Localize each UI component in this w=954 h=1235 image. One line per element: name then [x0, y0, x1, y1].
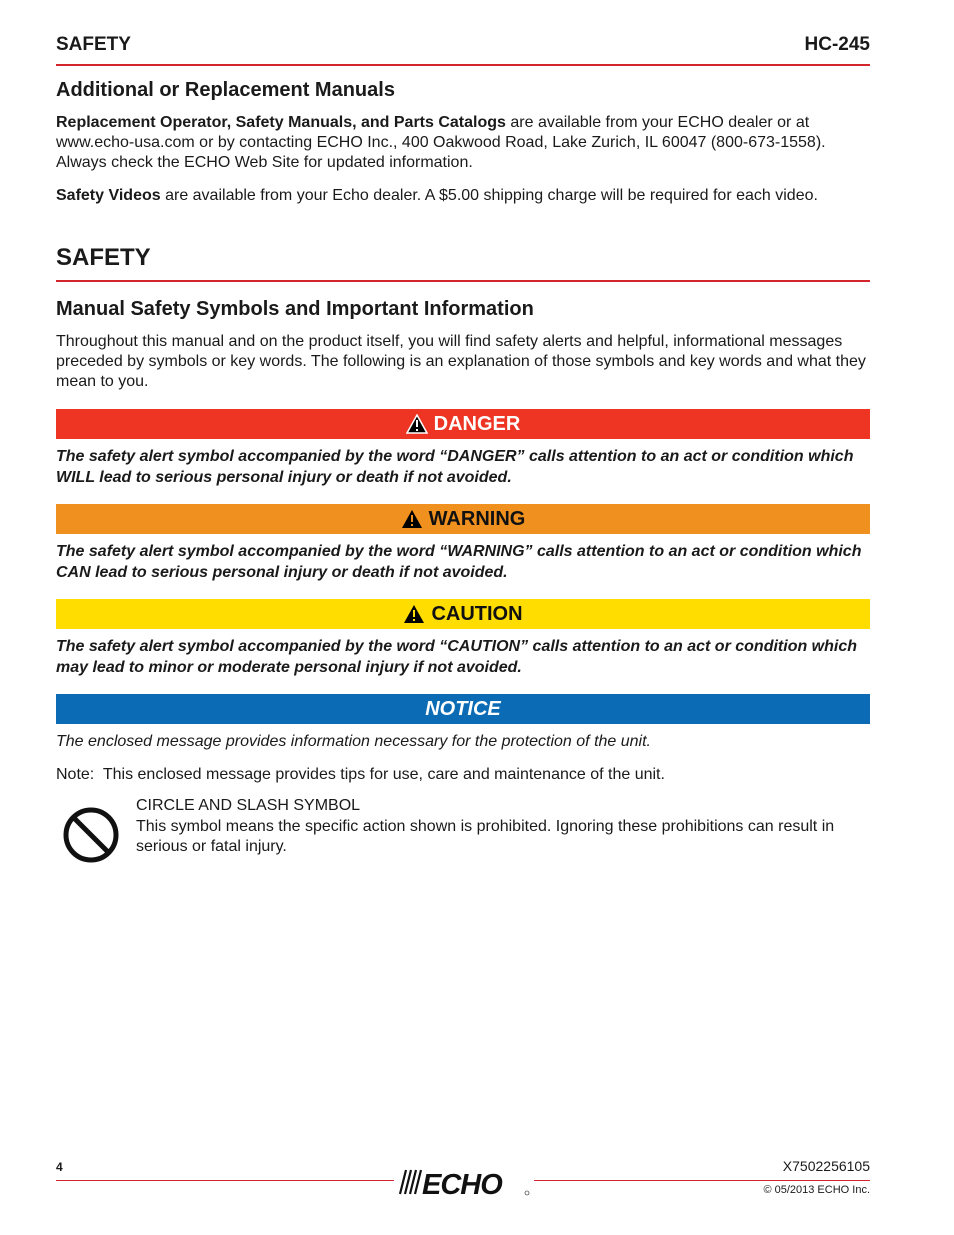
warning-bar: [56, 504, 870, 534]
document-code: X7502256105: [782, 1158, 870, 1174]
alert-triangle-icon: [406, 414, 428, 434]
videos-paragraph-bold: Safety Videos: [56, 187, 161, 204]
alert-triangle-icon: [403, 604, 425, 624]
page-footer: [56, 1160, 870, 1220]
caution-bar: [56, 599, 870, 629]
page-number: 4: [56, 1160, 63, 1174]
safety-section-heading: [56, 244, 870, 282]
prohibition-title: CIRCLE AND SLASH SYMBOL: [136, 797, 361, 814]
alert-triangle-icon: [401, 509, 423, 529]
echo-logo: [394, 1166, 534, 1198]
manuals-paragraph-bold: Replacement Operator, Safety Manuals, and Parts Catalogs: [56, 114, 506, 131]
manuals-paragraph-rest: are available from your ECHO dealer or at www.echo-usa.com or by contacting ECHO Inc., 400 Oakwood Road, Lake Zurich, IL 60047 (800-673-1558). Always check the ECHO Web Site for updated information.: [56, 114, 826, 171]
warning-label: WARNING: [428, 507, 526, 530]
caution-label: CAUTION: [431, 602, 523, 625]
manuals-heading: Additional or Replacement Manuals: [56, 79, 395, 101]
symbols-heading: Manual Safety Symbols and Important Information: [56, 298, 534, 320]
notice-bar: [56, 694, 870, 724]
logo-wordmark: ECHO: [422, 1169, 502, 1198]
notice-label: NOTICE: [425, 697, 501, 720]
danger-bar: [56, 409, 870, 439]
prohibition-icon: [62, 806, 120, 864]
videos-paragraph-rest: are available from your Echo dealer. A $5.00 shipping charge will be required for each video.: [160, 187, 818, 204]
manuals-paragraph: [56, 113, 870, 173]
header-model: HC-245: [804, 34, 870, 55]
danger-label: DANGER: [433, 412, 521, 435]
header-section: SAFETY: [56, 34, 131, 55]
caution-text: The safety alert symbol accompanied by the word “CAUTION” calls attention to an act or condition which may lead to minor or moderate personal injury if not avoided.: [56, 638, 858, 676]
danger-text: The safety alert symbol accompanied by the word “DANGER” calls attention to an act or condition which WILL lead to serious personal injury or death if not avoided.: [56, 448, 854, 486]
warning-text: The safety alert symbol accompanied by the word “WARNING” calls attention to an act or condition which CAN lead to serious personal injury or death if not avoided.: [56, 543, 862, 581]
page-header: [56, 34, 870, 66]
copyright: © 05/2013 ECHO Inc.: [763, 1184, 870, 1196]
videos-paragraph: [56, 186, 870, 206]
notice-text: The enclosed message provides information necessary for the protection of the unit.: [56, 733, 651, 750]
safety-title: SAFETY: [56, 244, 151, 271]
note-text: Note: This enclosed message provides tips for use, care and maintenance of the unit.: [56, 766, 665, 783]
symbols-intro: Throughout this manual and on the product itself, you will find safety alerts and helpful, informational messages preceded by symbols or key words. The following is an explanation of those symbols and key words and what they mean to you.: [56, 333, 866, 390]
prohibition-text: This symbol means the specific action shown is prohibited. Ignoring these prohibitions can result in serious or fatal injury.: [136, 818, 835, 855]
